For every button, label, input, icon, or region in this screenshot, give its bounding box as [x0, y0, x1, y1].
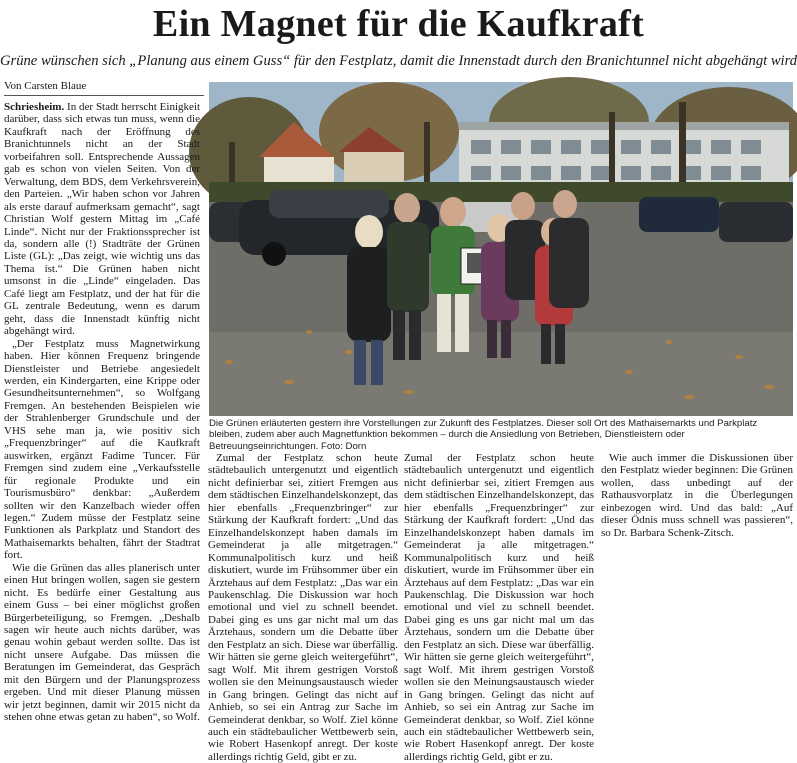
dateline: Schriesheim. — [4, 101, 65, 113]
article-photo — [209, 82, 793, 416]
article-column-3 — [404, 452, 594, 763]
article-column-4 — [601, 452, 793, 600]
paragraph-3: Wie die Grünen das alles planerisch unter einen Hut bringen wollen, sagen sie gestern nicht. Es bedürfe einer Gestaltung aus einem Guss – bei einer möglichst großen Bürgerbeteiligung, so Fremgen. „Deshalb sagen wir heute auch nichts darüber, was genau wohin gebaut werden sollte. Das ist nicht unsere Aufgabe. Das müssen die Beratungen im Gemeinderat, das Gespräch mit den Bürgern und der Planungsprozess ergeben. Und mit dieser Planung müssen wir jetzt beginnen, damit wir 2015 nicht da stehen ohne etwas getan zu haben“, so Wolf. — [4, 561, 200, 724]
article-headline: Ein Magnet für die Kaufkraft — [152, 3, 645, 45]
paragraph-2: „Der Festplatz muss Magnetwirkung haben. Hier können Frequenz bringende Dienstleister und Betriebe angesiedelt werden, ein Kindergarten, eine Krippe oder Gesundheitsunternehmen“, so Wolfgang Fremgen. An bestehenden Beispielen wie der Strahlenberger Grundschule und der VHS sehe man ja, wie positiv sich „Frequenzbringer“ auf die Kaufkraft auswirken, ergänzt Fadime Tuncer. Für Fremgen sind zudem eine „Verkaufsstelle für regionale Produkte und ein Tourismusbüro“ denkbar: „Außerdem sollten wir den Kanzelbach wieder offen legen.“ Zudem müsse der Festplatz seine Funktionen als Parkplatz und Standort des Mathaisemarkts behalten, fährt der Stadtrat fort. — [4, 337, 200, 562]
paragraph-4-continued: Zumal der Festplatz schon heute städtebaulich untergenutzt und eigentlich nicht definierbar sei, zitiert Fremgen aus dem städtischen Einzelhandelskonzept, das hier ebenfalls „Frequenzbringer“ zur Stärkung der Kaufkraft fordert: „Und das Einzelhandelskonzept haben damals im Gemeinderat ja alle mitgetragen.“ Kommunalpolitisch kurz und heiß diskutiert, wurde im Frühsommer über ein Ärztehaus auf dem Festplatz: „Das war ein Paukenschlag. Die Diskussion war hoch emotional und viel zu schnell beendet. Dabei ging es uns gar nicht mal um das Ärztehaus, sondern um die Debatte über den Festplatz an sich. Diese war überfällig. Wir hätten sie gerne gleich weitergeführt“, sagt Wolf. Mit ihrem gestrigen Vorstoß wollen sie den Meinungsaustausch wieder in Gang bringen. Gelingt das nicht auf Anhieb, so sei ein Antrag zur Sache im Gemeinderat denkbar, so Wolf. Ziel könne auch ein städtebaulicher Wettbewerb sein, wie Robert Hasenkopf anregt. Der koste allerdings richtig Geld, gibt er zu. — [404, 452, 594, 763]
article-subheadline: Grüne wünschen sich „Planung aus einem Guss“ für den Festplatz, damit die Innenstadt durch den Branichtunnel nicht abgehängt wird — [0, 53, 797, 69]
paragraph-5: Wie auch immer die Diskussionen über den Festplatz wieder beginnen: Die Grünen wollen, dass unbedingt auf der Rathausvorplatz in die Überlegungen einbezogen wird. Und das bald: „Auf dieser Ödnis muss schnell was passieren“, so Dr. Barbara Schenk-Zitsch. — [601, 452, 793, 539]
photo-caption: Die Grünen erläuterten gestern ihre Vorstellungen zur Zukunft des Festplatzes. Dieser soll Ort des Mathaisemarkts und Parkplatz bleiben, zudem aber auch Magnetfunktion bekommen – durch die Ansiedlung von Betrieben, Dienstleistern oder Betreuungseinrichtungen. Foto: Dorn — [209, 418, 758, 452]
paragraph-1-text: In der Stadt herrscht Einigkeit darüber, dass sich etwas tun muss, wenn die Kaufkraft nach der Eröffnung des Branichtunnels nicht an der Stadt vorbeifahren soll. Entsprechende Aussagen gab es schon von vielen Seiten. Von der Verwaltung, dem BDS, dem Verkehrsverein, den Parteien. „Wir haben schon vor Jahren als erste darauf aufmerksam gemacht“, sagt Christian Wolf gestern Mittag im „Café Linde“. Nicht nur der Fraktionssprecher ist da, sondern alle (!) Stadträte der Grünen Liste (GL): „Das zeigt, wie wichtig uns das Thema ist.“ Die Grünen haben nicht umsonst in die „Linde“ eingeladen. Das Café liegt am Festplatz, und der hat für die GL zentrale Bedeutung, wenn es darum geht, dass die Innenstadt künftig nicht abgehängt wird. — [4, 101, 200, 338]
paragraph-1 — [4, 101, 200, 338]
article-column-2 — [208, 452, 398, 763]
group-photo-illustration — [209, 82, 793, 416]
article-column-1 — [4, 101, 200, 724]
paragraph-4: Zumal der Festplatz schon heute städtebaulich untergenutzt und eigentlich nicht definierbar sei, zitiert Fremgen aus dem städtischen Einzelhandelskonzept, das hier ebenfalls „Frequenzbringer“ zur Stärkung der Kaufkraft fordert: „Und das Einzelhandelskonzept haben damals im Gemeinderat ja alle mitgetragen.“ Kommunalpolitisch kurz und heiß diskutiert, wurde im Frühsommer über ein Ärztehaus auf dem Festplatz: „Das war ein Paukenschlag. Die Diskussion war hoch emotional und viel zu schnell beendet. Dabei ging es uns gar nicht mal um das Ärztehaus, sondern um die Debatte über den Festplatz an sich. Diese war überfällig. Wir hätten sie gerne gleich weitergeführt“, sagt Wolf. Mit ihrem gestrigen Vorstoß wollen sie den Meinungsaustausch wieder in Gang bringen. Gelingt das nicht auf Anhieb, so sei ein Antrag zur Sache im Gemeinderat denkbar, so Wolf. Ziel könne auch ein städtebaulicher Wettbewerb sein, wie Robert Hasenkopf anregt. Der koste allerdings richtig Geld, gibt er zu. — [208, 452, 398, 763]
article-byline: Von Carsten Blaue — [4, 80, 204, 96]
